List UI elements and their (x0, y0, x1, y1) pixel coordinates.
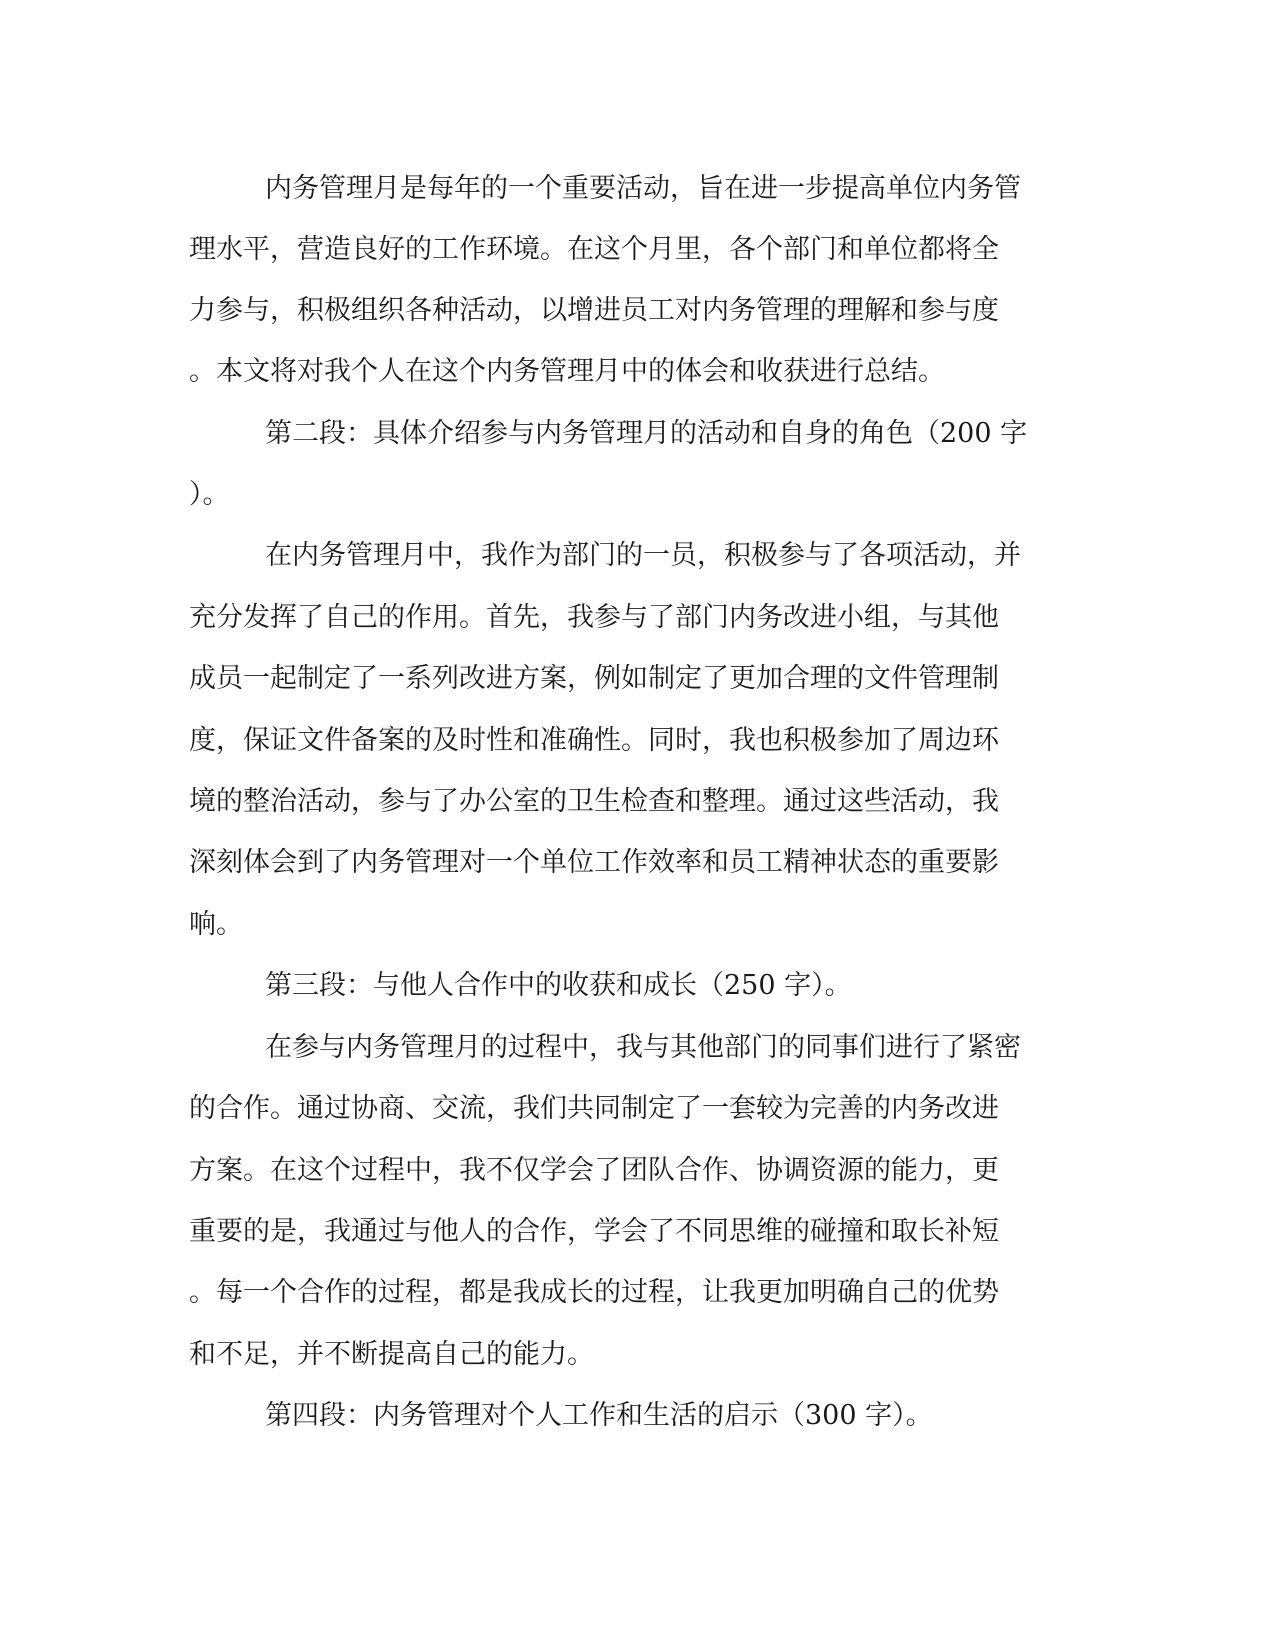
text-line: 内务管理月是每年的一个重要活动，旨在进一步提高单位内务管 (265, 173, 1021, 204)
section-heading: 第三段：与他人合作中的收获和成长（250 字）。 (265, 970, 852, 1001)
text-line: 响。 (189, 909, 243, 940)
section-heading: 第二段：具体介绍参与内务管理月的活动和自身的角色（200 字 (265, 418, 1028, 449)
text-line: 在内务管理月中，我作为部门的一员，积极参与了各项活动，并 (265, 540, 1021, 571)
text-line: 充分发挥了自己的作用。首先，我参与了部门内务改进小组，与其他 (189, 602, 999, 633)
section-heading: 第四段：内务管理对个人工作和生活的启示（300 字）。 (265, 1400, 933, 1431)
text-line: 深刻体会到了内务管理对一个单位工作效率和员工精神状态的重要影 (189, 847, 999, 878)
text-line: 方案。在这个过程中，我不仅学会了团队合作、协调资源的能力，更 (189, 1155, 999, 1186)
text-line: 境的整治活动，参与了办公室的卫生检查和整理。通过这些活动，我 (189, 786, 999, 817)
text-line: 力参与，积极组织各种活动，以增进员工对内务管理的理解和参与度 (189, 295, 999, 326)
text-line: 在参与内务管理月的过程中，我与其他部门的同事们进行了紧密 (265, 1032, 1021, 1063)
text-line: 的合作。通过协商、交流，我们共同制定了一套较为完善的内务改进 (189, 1093, 999, 1124)
text-line: 。本文将对我个人在这个内务管理月中的体会和收获进行总结。 (189, 356, 945, 387)
text-line: 重要的是，我通过与他人的合作，学会了不同思维的碰撞和取长补短 (189, 1216, 999, 1247)
text-line: 度，保证文件备案的及时性和准确性。同时，我也积极参加了周边环 (189, 725, 999, 756)
text-line: ）。 (189, 479, 230, 510)
text-line: 。每一个合作的过程，都是我成长的过程，让我更加明确自己的优势 (189, 1277, 999, 1308)
text-line: 和不足，并不断提高自己的能力。 (189, 1339, 594, 1370)
text-line: 理水平，营造良好的工作环境。在这个月里，各个部门和单位都将全 (189, 234, 999, 265)
text-line: 成员一起制定了一系列改进方案，例如制定了更加合理的文件管理制 (189, 663, 999, 694)
